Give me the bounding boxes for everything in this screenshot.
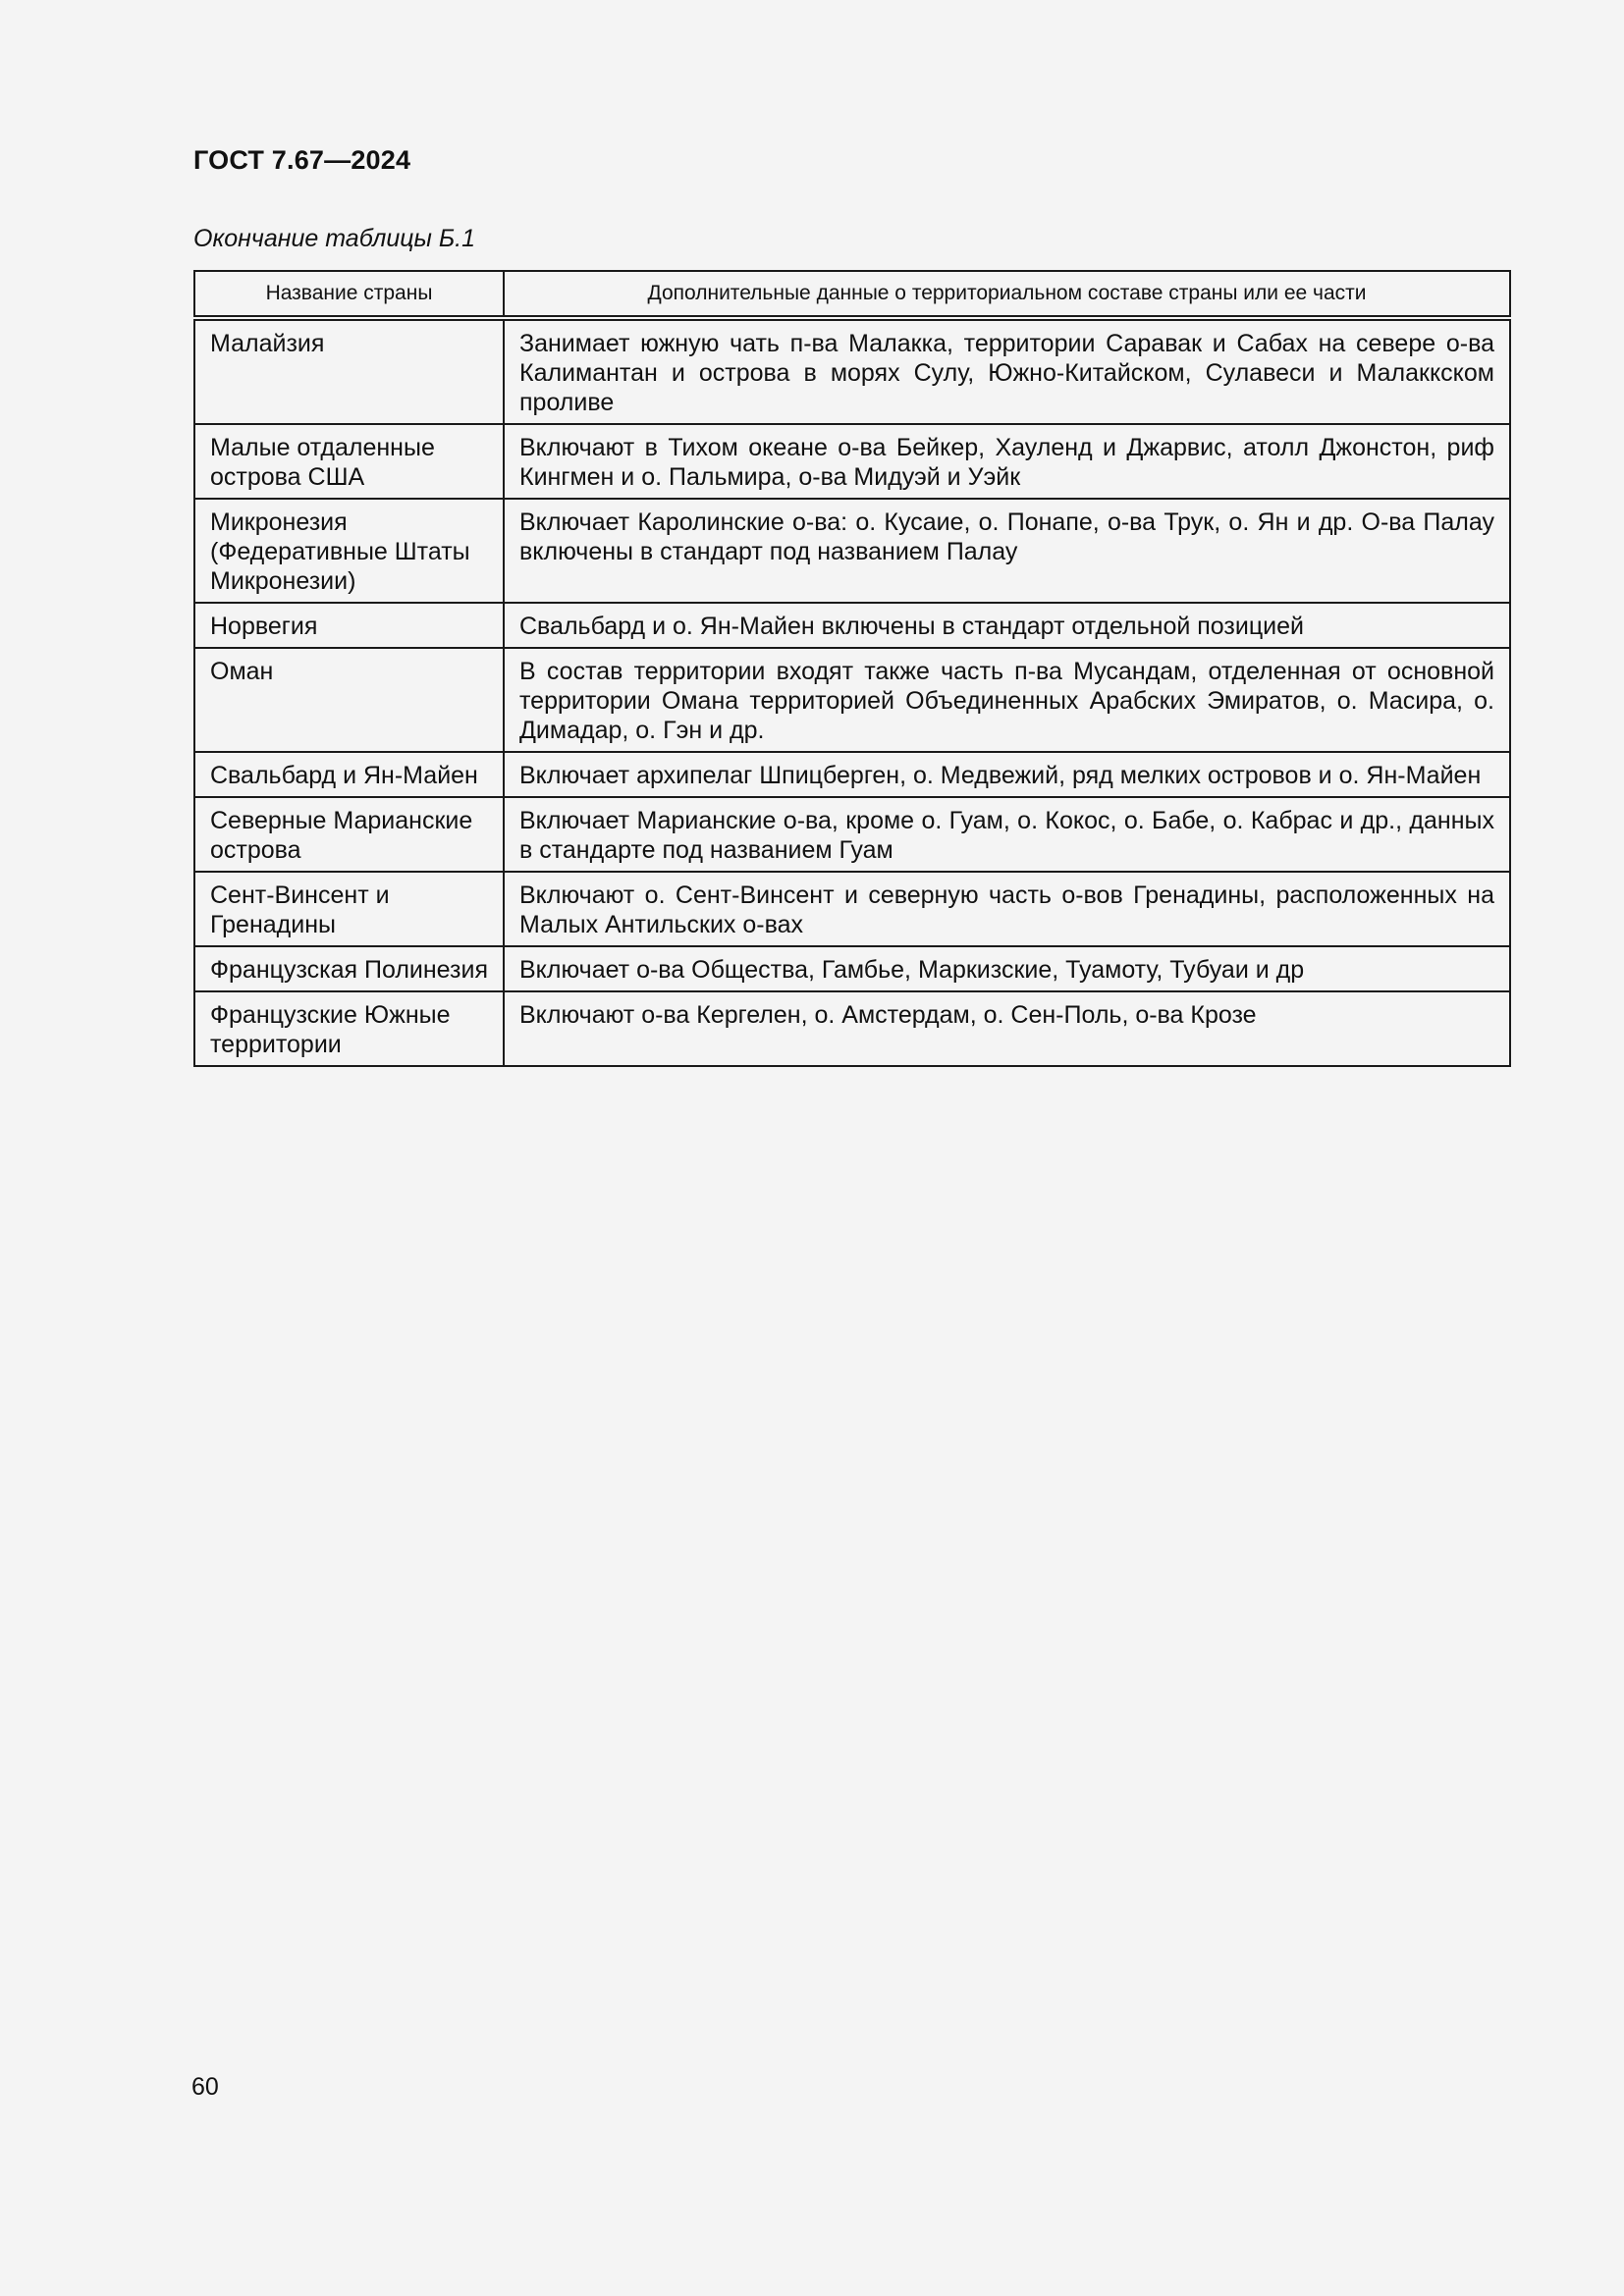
column-header-country: Название страны (194, 271, 504, 318)
table-row (194, 648, 1510, 752)
country-details-cell: Включают о-ва Кергелен, о. Амстердам, о. Сен-Поль, о-ва Крозе (504, 991, 1510, 1066)
table-row (194, 424, 1510, 499)
table-row (194, 872, 1510, 946)
country-name-cell: Норвегия (194, 603, 504, 648)
table-row (194, 499, 1510, 603)
country-name-cell: Малайзия (194, 318, 504, 424)
column-header-details: Дополнительные данные о территориальном составе страны или ее части (504, 271, 1510, 318)
country-name-cell: Французские Южные территории (194, 991, 504, 1066)
table-row (194, 797, 1510, 872)
country-name-cell: Северные Марианские острова (194, 797, 504, 872)
country-details-cell: Включают о. Сент-Винсент и северную часть о-вов Гренадины, расположенных на Малых Антильских о-вах (504, 872, 1510, 946)
country-details-cell: Включает Каролинские о-ва: о. Кусаие, о. Понапе, о-ва Трук, о. Ян и др. О-ва Палау включены в стандарт под названием Палау (504, 499, 1510, 603)
country-details-cell: Свальбард и о. Ян-Майен включены в стандарт отдельной позицией (504, 603, 1510, 648)
country-name-cell: Французская Полинезия (194, 946, 504, 991)
country-name-cell: Оман (194, 648, 504, 752)
country-details-cell: Включает о-ва Общества, Гамбье, Маркизские, Туамоту, Тубуаи и др (504, 946, 1510, 991)
country-name-cell: Сент-Винсент и Гренадины (194, 872, 504, 946)
territory-table (193, 270, 1511, 1067)
country-name-cell: Малые отдаленные острова США (194, 424, 504, 499)
table-row (194, 603, 1510, 648)
table-header-row (194, 271, 1510, 318)
country-details-cell: Включает Марианские о-ва, кроме о. Гуам, о. Кокос, о. Бабе, о. Кабрас и др., данных в стандарте под названием Гуам (504, 797, 1510, 872)
table-row (194, 752, 1510, 797)
table-row (194, 946, 1510, 991)
country-details-cell: В состав территории входят также часть п-ва Мусандам, отделенная от основной территории Омана территорией Объединенных Арабских Эмиратов, о. Масира, о. Димадар, о. Гэн и др. (504, 648, 1510, 752)
document-title: ГОСТ 7.67—2024 (193, 145, 411, 175)
country-details-cell: Включают в Тихом океане о-ва Бейкер, Хауленд и Джарвис, атолл Джонстон, риф Кингмен и о. Пальмира, о-ва Мидуэй и Уэйк (504, 424, 1510, 499)
page-number: 60 (191, 2073, 219, 2101)
country-name-cell: Свальбард и Ян-Майен (194, 752, 504, 797)
table-row (194, 991, 1510, 1066)
country-name-cell: Микронезия (Федеративные Штаты Микронезии) (194, 499, 504, 603)
table-row (194, 318, 1510, 424)
country-details-cell: Включает архипелаг Шпицберген, о. Медвежий, ряд мелких островов и о. Ян-Майен (504, 752, 1510, 797)
country-details-cell: Занимает южную чать п-ва Малакка, территории Саравак и Сабах на севере о-ва Калимантан и острова в морях Сулу, Южно-Китайском, Сулавеси и Малаккском проливе (504, 318, 1510, 424)
table-caption: Окончание таблицы Б.1 (193, 225, 475, 252)
